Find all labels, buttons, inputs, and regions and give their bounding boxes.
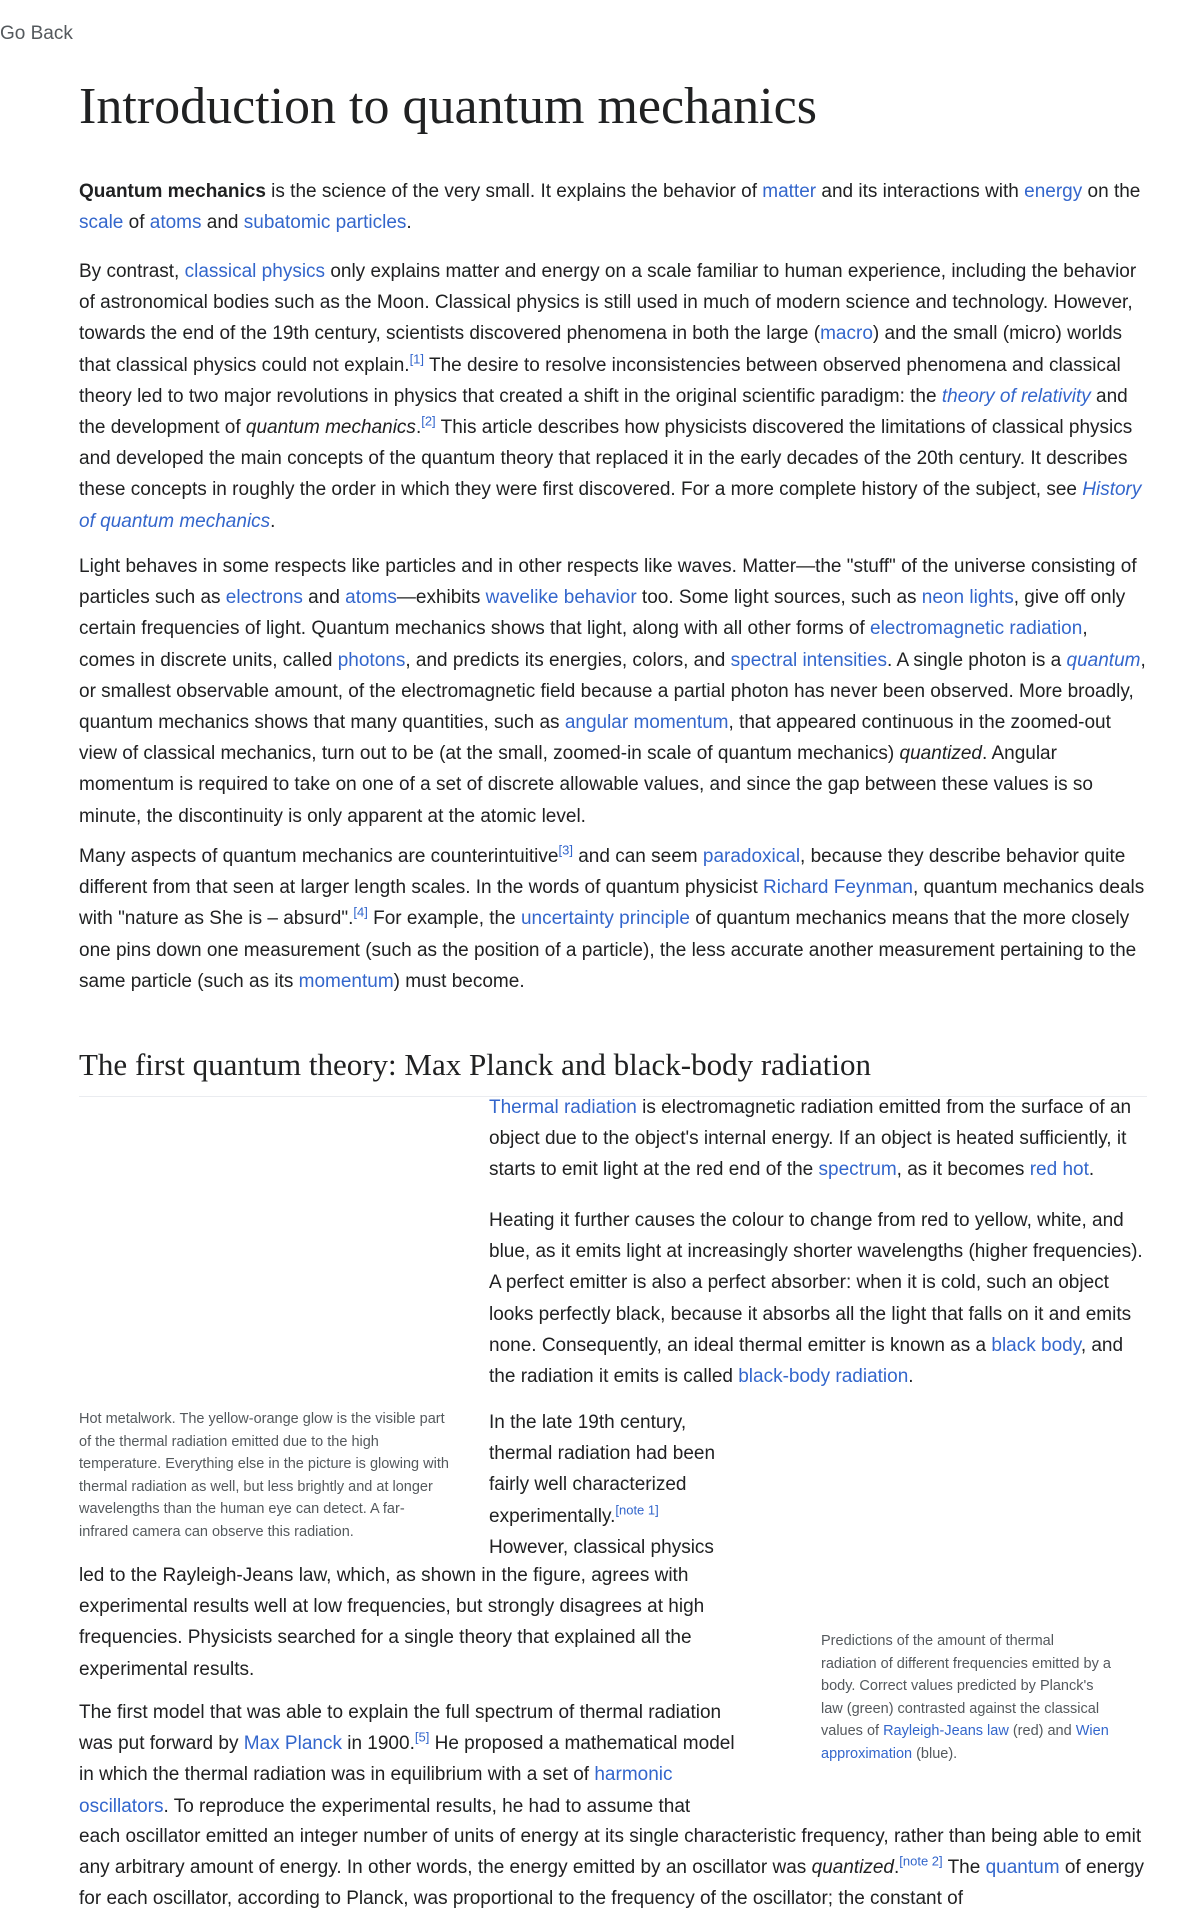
hot-metalwork-figure	[79, 1108, 449, 1544]
link-history-of-quantum-mechanics[interactable]: History of quantum mechanics	[79, 479, 1142, 532]
reference-3[interactable]: [3]	[558, 842, 573, 858]
go-back-link[interactable]: Go Back	[0, 23, 73, 44]
link-paradoxical[interactable]: paradoxical	[702, 846, 801, 867]
reference-2[interactable]: [2]	[421, 413, 436, 429]
link-theory-of-relativity[interactable]: theory of relativity	[941, 385, 1091, 407]
link-subatomic-particles[interactable]: subatomic particles	[243, 212, 407, 234]
link-atoms[interactable]: atoms	[149, 212, 202, 234]
link-classical-physics[interactable]: classical physics	[184, 261, 326, 282]
link-neon-lights[interactable]: neon lights	[921, 587, 1014, 609]
late-19th-century-paragraph: In the late 19th century, thermal radiation had been fairly well characterized experimentally.[note 1] However, classical physics	[489, 1412, 716, 1558]
section-heading-planck: The first quantum theory: Max Planck and black-body radiation	[79, 1046, 1147, 1097]
link-quantum[interactable]: quantum	[1066, 649, 1141, 671]
planck-model-paragraph: The first model that was able to explain the full spectrum of thermal radiation was put forward by Max Planck in 1900.[5] He proposed a mathematical model in which the thermal radiation was in equilibrium with a set of harmonic oscillators. To reproduce the experimental results, he had to assume that	[79, 1702, 735, 1817]
note-2[interactable]: [note 2]	[899, 1853, 943, 1869]
link-scale[interactable]: scale	[79, 212, 124, 234]
link-max-planck[interactable]: Max Planck	[243, 1733, 342, 1755]
figure-caption: Hot metalwork. The yellow-orange glow is the visible part of the thermal radiation emitted due to the high temperature. Everything else in the picture is glowing with thermal radiation as well, but less brightly and at longer wavelengths than the human eye can detect. A far-infrared camera can observe this radiation.	[79, 1411, 449, 1540]
reference-5[interactable]: [5]	[414, 1729, 430, 1745]
link-macro[interactable]: macro	[820, 323, 873, 345]
light-paragraph: Light behaves in some respects like particles and in other respects like waves. Matter—the "stuff" of the universe consisting of particles such as electrons and atoms—exhibits wavelike behavior too. Some light sources, such as neon lights, give off only certain frequencies of light. Quantum mechanics shows that light, along with all other forms of electromagnetic radiation, comes in discrete units, called photons, and predicts its energies, colors, and spectral intensities. A single photon is a quantum, or smallest observable amount, of the electromagnetic field because a partial photon has never been observed. More broadly, quantum mechanics shows that many quantities, such as angular momentum, that appeared continuous in the zoomed-out view of classical mechanics, turn out to be (at the small, zoomed-in scale of quantum mechanics) quantized. Angular momentum is required to take on one of a set of discrete allowable values, and since the gap between these values is so minute, the discontinuity is only apparent at the atomic level.	[79, 556, 1146, 827]
link-thermal-radiation[interactable]: Thermal radiation	[489, 1097, 637, 1118]
link-red-hot[interactable]: red hot	[1029, 1159, 1089, 1181]
link-quantum-2[interactable]: quantum	[985, 1857, 1060, 1879]
planck-model-paragraph-continued: each oscillator emitted an integer number of units of energy at its single characteristic frequency, rather than being able to emit any arbitrary amount of energy. In other words, the energy emitted by an oscillator was quantized.[note 2] The quantum of energy for each oscillator, according to Planck, was proportional to the frequency of the oscillator; the constant of	[79, 1826, 1145, 1910]
link-wavelike-behavior[interactable]: wavelike behavior	[485, 587, 637, 609]
contrast-paragraph: By contrast, classical physics only explains matter and energy on a scale familiar to human experience, including the behavior of astronomical bodies such as the Moon. Classical physics is still used in much of modern science and technology. However, towards the end of the 19th century, scientists discovered phenomena in both the large (macro) and the small (micro) worlds that classical physics could not explain.[1] The desire to resolve inconsistencies between observed phenomena and classical theory led to two major revolutions in physics that created a shift in the original scientific paradigm: the theory of relativity and the development of quantum mechanics.[2] This article describes how physicists discovered the limitations of classical physics and developed the main concepts of the quantum theory that replaced it in the early decades of the 20th century. It describes these concepts in roughly the order in which they were first discovered. For a more complete history of the subject, see History of quantum mechanics.	[79, 261, 1142, 532]
planck-law-figure	[821, 1630, 1111, 1766]
link-spectrum[interactable]: spectrum	[818, 1159, 897, 1181]
figure-caption-2: Predictions of the amount of thermal radiation of different frequencies emitted by a body. Correct values predicted by Planck's law (green) contrasted against the classical values of Rayleigh-Jeans law (red) and Wien approximation (blue).	[821, 1633, 1111, 1762]
link-rayleigh-jeans-law[interactable]: Rayleigh-Jeans law	[883, 1723, 1009, 1740]
link-harmonic-oscillators[interactable]: harmonic oscillators	[79, 1764, 673, 1817]
link-spectral-intensities[interactable]: spectral intensities	[730, 649, 887, 671]
black-body-paragraph: Heating it further causes the colour to change from red to yellow, white, and blue, as it emits light at increasingly shorter wavelengths (higher frequencies). A perfect emitter is also a perfect absorber: when it is cold, such an object looks perfectly black, because it absorbs all the light that falls on it and emits none. Consequently, an ideal thermal emitter is known as a black body, and the radiation it emits is called black-body radiation.	[489, 1210, 1143, 1388]
link-angular-momentum[interactable]: angular momentum	[564, 712, 729, 734]
link-momentum[interactable]: momentum	[298, 970, 394, 992]
link-richard-feynman[interactable]: Richard Feynman	[763, 877, 913, 899]
link-energy[interactable]: energy	[1024, 181, 1083, 202]
link-black-body-radiation[interactable]: black-body radiation	[738, 1366, 909, 1388]
page-title: Introduction to quantum mechanics	[79, 78, 817, 135]
bold-term: Quantum mechanics	[79, 181, 266, 202]
link-atoms-2[interactable]: atoms	[345, 587, 397, 609]
counterintuitive-paragraph: Many aspects of quantum mechanics are counterintuitive[3] and can seem paradoxical, because they describe behavior quite different from that seen at larger length scales. In the words of quantum physicist Richard Feynman, quantum mechanics deals with "nature as She is – absurd".[4] For example, the uncertainty principle of quantum mechanics means that the more closely one pins down one measurement (such as the position of a particle), the less accurate another measurement pertaining to the same particle (such as its momentum) must become.	[79, 842, 1145, 992]
link-black-body[interactable]: black body	[991, 1334, 1081, 1356]
reference-1[interactable]: [1]	[409, 351, 425, 367]
reference-4[interactable]: [4]	[353, 905, 368, 921]
note-1[interactable]: [note 1]	[615, 1502, 659, 1518]
rayleigh-jeans-paragraph: led to the Rayleigh-Jeans law, which, as shown in the figure, agrees with experimental results well at low frequencies, but strongly disagrees at high frequencies. Physicists searched for a single theory that explained all the experimental results.	[79, 1565, 705, 1680]
link-matter[interactable]: matter	[762, 181, 817, 202]
intro-paragraph: Quantum mechanics is the science of the very small. It explains the behavior of matter and its interactions with energy on the scale of atoms and subatomic particles.	[79, 181, 1141, 234]
link-electrons[interactable]: electrons	[225, 587, 303, 609]
thermal-radiation-paragraph: Thermal radiation is electromagnetic radiation emitted from the surface of an object due to the object's internal energy. If an object is heated sufficiently, it starts to emit light at the red end of the spectrum, as it becomes red hot.	[489, 1097, 1132, 1181]
hot-metalwork-image[interactable]	[79, 1108, 449, 1408]
link-uncertainty-principle[interactable]: uncertainty principle	[520, 908, 690, 930]
link-wien-approximation[interactable]: Wien approximation	[821, 1723, 1109, 1762]
link-electromagnetic-radiation[interactable]: electromagnetic radiation	[870, 618, 1083, 640]
link-photons[interactable]: photons	[337, 649, 406, 671]
